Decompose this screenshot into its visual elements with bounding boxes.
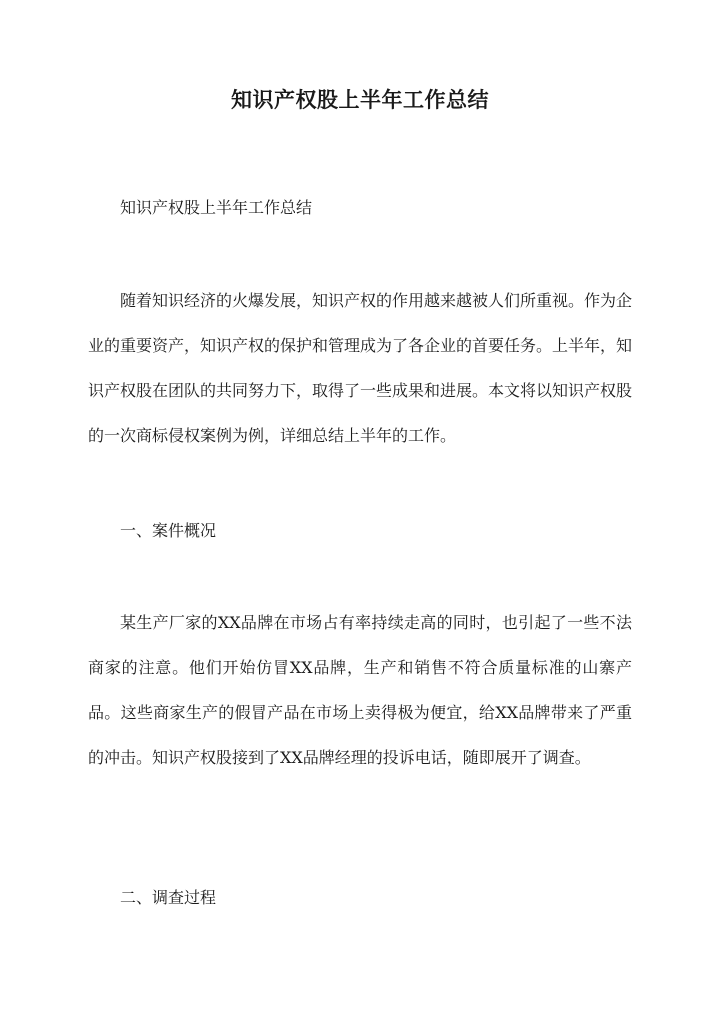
intro-paragraph: 随着知识经济的火爆发展，知识产权的作用越来越被人们所重视。作为企业的重要资产，知识产权的保护和管理成为了各企业的首要任务。上半年，知识产权股在团队的共同努力下，取得了一些成果和进展。本文将以知识产权股的一次商标侵权案例为例，详细总结上半年的工作。 [88, 291, 633, 445]
case-overview-paragraph: 某生产厂家的XX品牌在市场占有率持续走高的同时，也引起了一些不法商家的注意。他们开始仿冒XX品牌，生产和销售不符合质量标准的山寨产品。这些商家生产的假冒产品在市场上卖得极为便宜，给XX品牌带来了严重的冲击。知识产权股接到了XX品牌经理的投诉电话，随即展开了调查。 [88, 613, 632, 767]
document-subtitle: 知识产权股上半年工作总结 [120, 198, 313, 217]
document-title: 知识产权股上半年工作总结 [231, 87, 489, 112]
section-heading-case-overview: 一、案件概况 [120, 521, 217, 540]
section-heading-investigation: 二、调查过程 [120, 888, 217, 907]
